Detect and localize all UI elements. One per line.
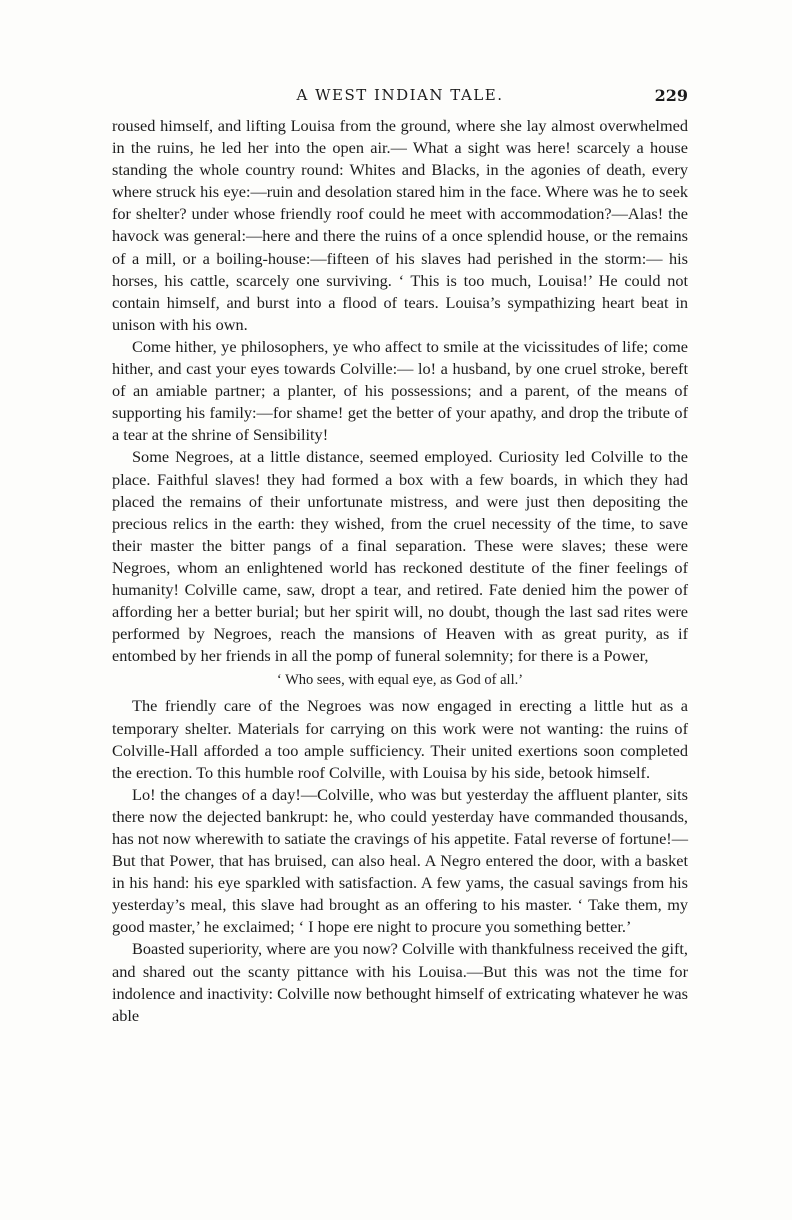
- paragraph-continued: roused himself, and lifting Louisa from the ground, where she lay almost overwhelmed in the ruins, he led her into the open air.— What a sight was here! scarcely a house standing the whole country round: Whites and Blacks, in the agonies of death, every where struck his eye:—ruin and desolation stared him in the face. Where was he to seek for shelter? under whose friendly roof could he meet with accommodation?—Alas! the havock was general:—here and there the ruins of a once splendid house, or the remains of a mill, or a boiling-house:—fifteen of his slaves had perished in the storm:— his horses, his cattle, scarcely one surviving. ‘ This is too much, Louisa!’ He could not contain himself, and burst into a flood of tears. Louisa’s sympathizing heart beat in unison with his own.: [112, 116, 688, 334]
- verse-quotation: ‘ Who sees, with equal eye, as God of all.’: [276, 672, 524, 689]
- paragraph-philosophers: Come hither, ye philosophers, ye who affect to smile at the vicissitudes of life; come hither, and cast your eyes towards Colville:— lo! a husband, by one cruel stroke, bereft of an amiable partner; a planter, of his possessions; and a parent, of the means of supporting his family:—for shame! get the better of your apathy, and drop the tribute of a tear at the shrine of Sensibility!: [112, 336, 688, 445]
- paragraph-negroes-burial: Some Negroes, at a little distance, seemed employed. Curiosity led Colville to the place. Faithful slaves! they had formed a box with a few boards, in which they had placed the remains of their unfortunate mistress, and were just then depositing the precious relics in the earth: they wished, from the cruel necessity of the time, to save their master the bitter pangs of a final separation. These were slaves; these were Negroes, whom an enlightened world has reckoned destitute of the finer feelings of humanity! Colville came, saw, dropt a tear, and retired. Fate denied him the power of affording her a better burial; but her spirit will, no doubt, though the last sad rites were performed by Negroes, reach the mansions of Heaven with as great purity, as if entombed by her friends in all the pomp of funeral solemnity; for there is a Power,: [112, 447, 688, 666]
- paragraph-hut: The friendly care of the Negroes was now engaged in erecting a little hut as a temporary shelter. Materials for carrying on this work were not wanting: the ruins of Colville-Hall afforded a too ample sufficiency. Their united exertions soon completed the erection. To this humble roof Colville, with Louisa by his side, betook himself.: [112, 696, 688, 782]
- running-title: A WEST INDIAN TALE.: [296, 86, 504, 104]
- running-head: [112, 86, 688, 110]
- paragraph-boasted-superiority: Boasted superiority, where are you now? Colville with thankfulness received the gift, and shared out the scanty pittance with his Louisa.—But this was not the time for indolence and inactivity: Colville now bethought himself of extricating whatever he was able: [112, 939, 688, 1025]
- paragraph-changes-of-a-day: Lo! the changes of a day!—Colville, who was but yesterday the affluent planter, sits there now the dejected bankrupt: he, who could yesterday have commanded thousands, has not now wherewith to satiate the cravings of his appetite. Fatal reverse of fortune!— But that Power, that has bruised, can also heal. A Negro entered the door, with a basket in his hand: his eye sparkled with satisfaction. A few yams, the casual savings from his yesterday’s meal, this slave had brought as an offering to his master. ‘ Take them, my good master,’ he exclaimed; ‘ I hope ere night to procure you something better.’: [112, 784, 688, 937]
- page-number: 229: [654, 86, 688, 105]
- body-text: [112, 115, 688, 1027]
